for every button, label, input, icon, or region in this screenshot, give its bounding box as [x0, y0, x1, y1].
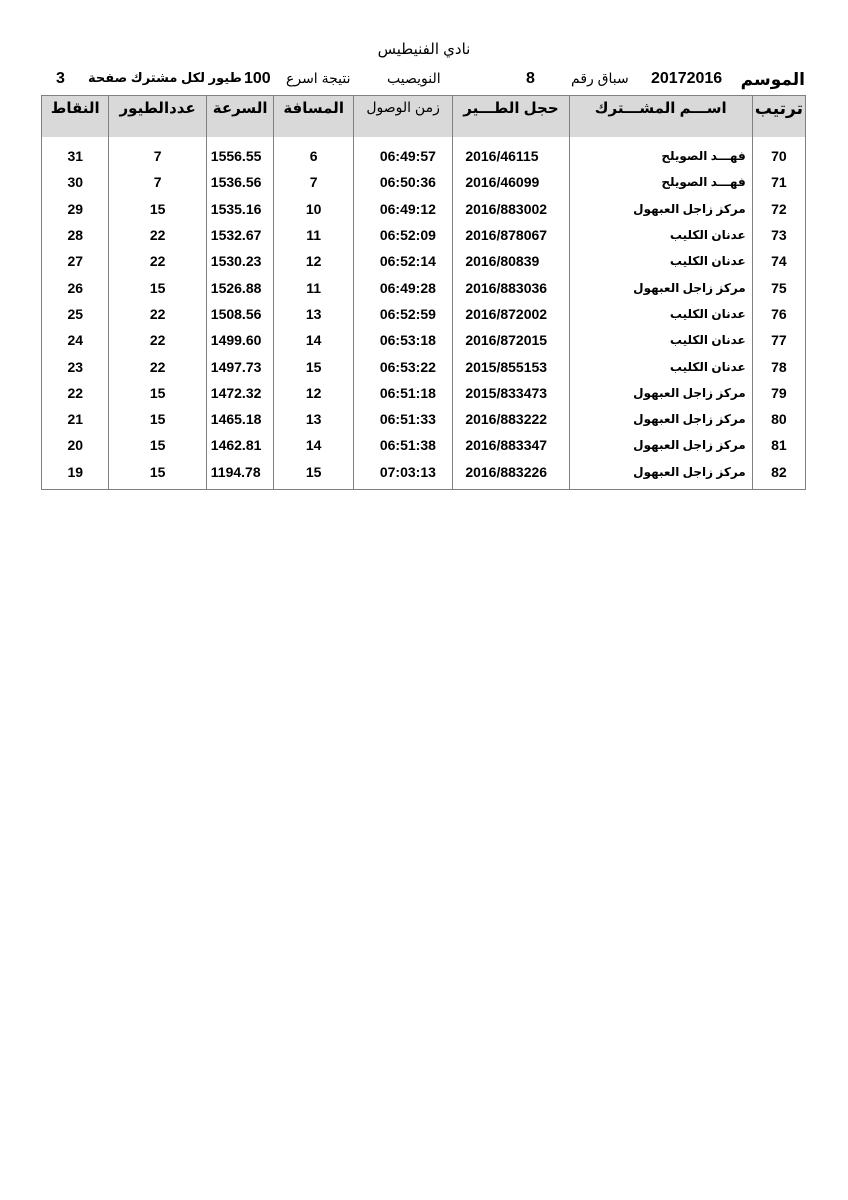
points-cell: 23: [42, 353, 109, 379]
speed-cell: 1508.56: [206, 301, 274, 327]
birds-count-cell: 22: [109, 248, 206, 274]
distance-cell: 13: [274, 406, 353, 432]
table-row: [42, 143, 806, 169]
table-row: [42, 274, 806, 300]
rank-cell: 76: [752, 301, 805, 327]
col-distance-header: المسافة: [274, 96, 353, 138]
speed-cell: 1556.55: [206, 143, 274, 169]
participant-cell: عدنان الكليب: [569, 248, 752, 274]
rank-cell: 75: [752, 274, 805, 300]
points-cell: 31: [42, 143, 109, 169]
participant-cell: فهـــد الصويلح: [569, 143, 752, 169]
ring-cell: 2016/872002: [453, 301, 569, 327]
birds-count-cell: 7: [109, 169, 206, 195]
participant-cell: مركز زاجل العبهول: [569, 380, 752, 406]
rank-cell: 79: [752, 380, 805, 406]
arrival-time-cell: 06:51:33: [353, 406, 452, 432]
arrival-time-cell: 06:50:36: [353, 169, 452, 195]
participant-cell: عدنان الكليب: [569, 327, 752, 353]
participant-cell: فهـــد الصويلح: [569, 169, 752, 195]
race-label: سباق رقم: [571, 70, 629, 86]
birds-count-cell: 15: [109, 432, 206, 458]
arrival-time-cell: 06:49:12: [353, 196, 452, 222]
table-row: [42, 169, 806, 195]
participant-cell: مركز زاجل العبهول: [569, 406, 752, 432]
speed-cell: 1499.60: [206, 327, 274, 353]
ring-cell: 2015/833473: [453, 380, 569, 406]
ring-cell: 2016/878067: [453, 222, 569, 248]
distance-cell: 15: [274, 459, 353, 490]
ring-cell: 2016/872015: [453, 327, 569, 353]
table-header-row: [42, 96, 806, 138]
table-row: [42, 353, 806, 379]
distance-cell: 12: [274, 380, 353, 406]
rank-cell: 82: [752, 459, 805, 490]
distance-cell: 13: [274, 301, 353, 327]
speed-cell: 1530.23: [206, 248, 274, 274]
arrival-time-cell: 07:03:13: [353, 459, 452, 490]
table-row: [42, 222, 806, 248]
speed-cell: 1465.18: [206, 406, 274, 432]
results-table: [41, 95, 806, 490]
arrival-time-cell: 06:53:18: [353, 327, 452, 353]
per-participant-label: طيور لكل مشترك صفحة: [88, 70, 242, 85]
rank-cell: 78: [752, 353, 805, 379]
distance-cell: 14: [274, 327, 353, 353]
table-row: [42, 248, 806, 274]
speed-cell: 1526.88: [206, 274, 274, 300]
table-row: [42, 327, 806, 353]
points-cell: 20: [42, 432, 109, 458]
arrival-time-cell: 06:53:22: [353, 353, 452, 379]
participant-cell: مركز زاجل العبهول: [569, 432, 752, 458]
points-cell: 29: [42, 196, 109, 222]
points-cell: 28: [42, 222, 109, 248]
ring-cell: 2016/883226: [453, 459, 569, 490]
birds-count-cell: 7: [109, 143, 206, 169]
speed-cell: 1536.56: [206, 169, 274, 195]
birds-count-cell: 15: [109, 380, 206, 406]
ring-cell: 2016/46115: [453, 143, 569, 169]
arrival-time-cell: 06:51:38: [353, 432, 452, 458]
table-row: [42, 301, 806, 327]
birds-count: 100: [244, 70, 271, 87]
birds-count-cell: 15: [109, 406, 206, 432]
arrival-time-cell: 06:52:09: [353, 222, 452, 248]
points-cell: 25: [42, 301, 109, 327]
distance-cell: 15: [274, 353, 353, 379]
arrival-time-cell: 06:51:18: [353, 380, 452, 406]
race-number: 8: [526, 70, 535, 87]
participant-cell: عدنان الكليب: [569, 222, 752, 248]
arrival-time-cell: 06:49:57: [353, 143, 452, 169]
speed-cell: 1532.67: [206, 222, 274, 248]
table-row: [42, 406, 806, 432]
col-participant-header: اســـم المشـــترك: [569, 96, 752, 138]
distance-cell: 12: [274, 248, 353, 274]
participant-cell: عدنان الكليب: [569, 301, 752, 327]
participant-cell: مركز زاجل العبهول: [569, 459, 752, 490]
arrival-time-cell: 06:52:59: [353, 301, 452, 327]
distance-cell: 10: [274, 196, 353, 222]
points-cell: 26: [42, 274, 109, 300]
page-number: 3: [56, 70, 65, 87]
rank-cell: 72: [752, 196, 805, 222]
ring-cell: 2016/80839: [453, 248, 569, 274]
points-cell: 22: [42, 380, 109, 406]
ring-cell: 2016/883036: [453, 274, 569, 300]
points-cell: 19: [42, 459, 109, 490]
birds-count-cell: 15: [109, 196, 206, 222]
ring-cell: 2016/46099: [453, 169, 569, 195]
col-rank-header: ترتيب: [752, 96, 805, 138]
ring-cell: 2016/883222: [453, 406, 569, 432]
table-row: [42, 196, 806, 222]
birds-count-cell: 22: [109, 327, 206, 353]
rank-cell: 77: [752, 327, 805, 353]
birds-count-cell: 22: [109, 301, 206, 327]
speed-cell: 1194.78: [206, 459, 274, 490]
participant-cell: عدنان الكليب: [569, 353, 752, 379]
table-row: [42, 459, 806, 490]
participant-cell: مركز زاجل العبهول: [569, 274, 752, 300]
speed-cell: 1462.81: [206, 432, 274, 458]
col-speed-header: السرعة: [206, 96, 274, 138]
rank-cell: 73: [752, 222, 805, 248]
col-arrival-header: زمن الوصول: [353, 96, 452, 138]
ring-cell: 2015/855153: [453, 353, 569, 379]
participant-cell: مركز زاجل العبهول: [569, 196, 752, 222]
points-cell: 27: [42, 248, 109, 274]
ring-cell: 2016/883002: [453, 196, 569, 222]
points-cell: 24: [42, 327, 109, 353]
points-cell: 30: [42, 169, 109, 195]
table-row: [42, 380, 806, 406]
speed-cell: 1472.32: [206, 380, 274, 406]
distance-cell: 11: [274, 274, 353, 300]
arrival-time-cell: 06:52:14: [353, 248, 452, 274]
distance-cell: 11: [274, 222, 353, 248]
location: النويصيب: [387, 70, 441, 86]
points-cell: 21: [42, 406, 109, 432]
rank-cell: 70: [752, 143, 805, 169]
birds-count-cell: 15: [109, 459, 206, 490]
distance-cell: 14: [274, 432, 353, 458]
rank-cell: 74: [752, 248, 805, 274]
rank-cell: 71: [752, 169, 805, 195]
ring-cell: 2016/883347: [453, 432, 569, 458]
rank-cell: 80: [752, 406, 805, 432]
distance-cell: 7: [274, 169, 353, 195]
arrival-time-cell: 06:49:28: [353, 274, 452, 300]
club-title: نادي الفنيطيس: [377, 41, 471, 58]
col-ring-header: حجل الطـــير: [453, 96, 569, 138]
speed-cell: 1535.16: [206, 196, 274, 222]
season-label: الموسم: [740, 70, 805, 89]
col-points-header: النقاط: [42, 96, 109, 138]
birds-count-cell: 22: [109, 353, 206, 379]
birds-count-cell: 22: [109, 222, 206, 248]
birds-count-cell: 15: [109, 274, 206, 300]
result-label: نتيجة اسرع: [286, 70, 351, 86]
table-row: [42, 432, 806, 458]
col-birds-header: عددالطيور: [109, 96, 206, 138]
season-value: 20172016: [651, 70, 723, 87]
distance-cell: 6: [274, 143, 353, 169]
speed-cell: 1497.73: [206, 353, 274, 379]
rank-cell: 81: [752, 432, 805, 458]
